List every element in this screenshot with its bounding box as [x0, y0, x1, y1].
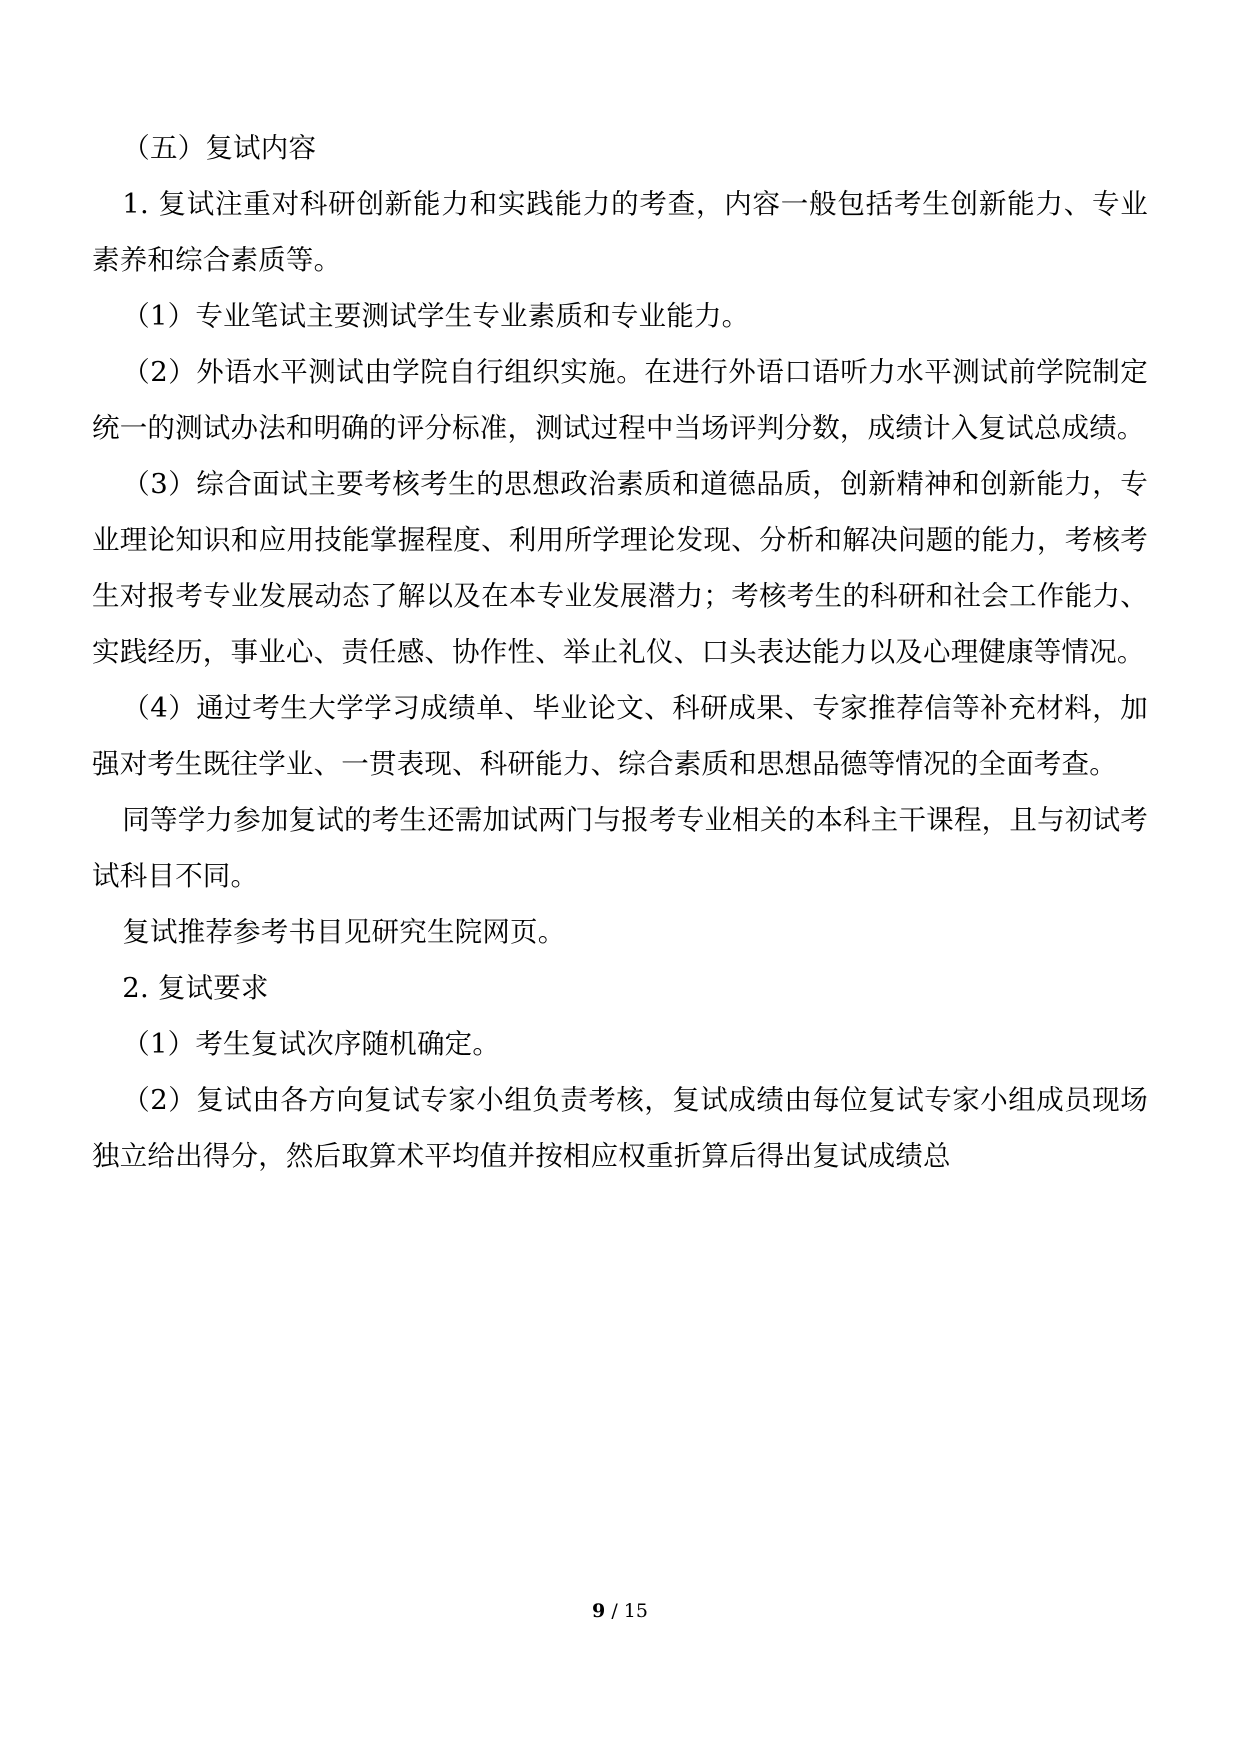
paragraph-item-2-1: （1）考生复试次序随机确定。 — [122, 1028, 501, 1060]
paragraph-item-1-2: （2）外语水平测试由学院自行组织实施。在进行外语口语听力水平测试前学院制定统一的测试办法和明确的评分标准，测试过程中当场评判分数，成绩计入复试总成绩。 — [92, 356, 1148, 444]
paragraph-section-heading: （五）复试内容 — [122, 132, 317, 164]
footer-separator: / — [611, 1600, 618, 1622]
paragraph-reference-books: 复试推荐参考书目见研究生院网页。 — [122, 916, 566, 948]
document-body — [92, 120, 1148, 1184]
footer-total-pages: 15 — [623, 1600, 648, 1622]
paragraph-item-2: 2. 复试要求 — [122, 972, 269, 1004]
paragraph-item-1-4: （4）通过考生大学学习成绩单、毕业论文、科研成果、专家推荐信等补充材料，加强对考生既往学业、一贯表现、科研能力、综合素质和思想品德等情况的全面考查。 — [92, 692, 1148, 780]
paragraph-equivalent-qualification: 同等学力参加复试的考生还需加试两门与报考专业相关的本科主干课程，且与初试考试科目不同。 — [92, 804, 1148, 892]
paragraph-item-2-2: （2）复试由各方向复试专家小组负责考核，复试成绩由每位复试专家小组成员现场独立给出得分，然后取算术平均值并按相应权重折算后得出复试成绩总 — [92, 1084, 1148, 1172]
paragraph-item-1: 1. 复试注重对科研创新能力和实践能力的考查，内容一般包括考生创新能力、专业素养和综合素质等。 — [92, 188, 1148, 276]
paragraph-item-1-1: （1）专业笔试主要测试学生专业素质和专业能力。 — [122, 300, 750, 332]
footer-page-number: 9 — [592, 1600, 606, 1622]
page-footer — [0, 1600, 1240, 1622]
paragraph-item-1-3: （3）综合面试主要考核考生的思想政治素质和道德品质，创新精神和创新能力，专业理论知识和应用技能掌握程度、利用所学理论发现、分析和解决问题的能力，考核考生对报考专业发展动态了解以及在本专业发展潜力；考核考生的科研和社会工作能力、实践经历，事业心、责任感、协作性、举止礼仪、口头表达能力以及心理健康等情况。 — [92, 468, 1148, 668]
